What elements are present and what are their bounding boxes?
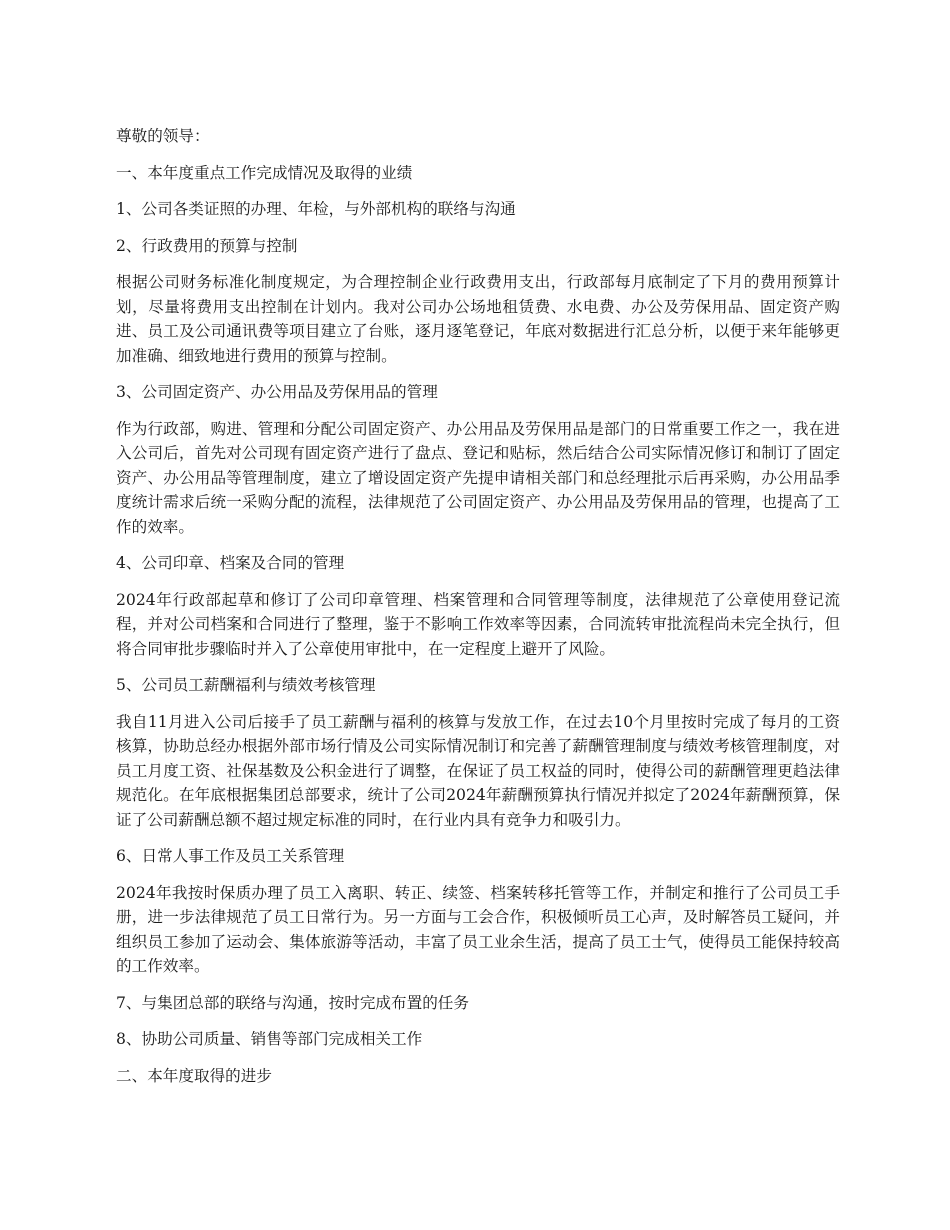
section-heading-2: 二、本年度取得的进步 (116, 1066, 272, 1085)
item-heading-5: 5、公司员工薪酬福利与绩效考核管理 (116, 676, 376, 694)
section-heading-1: 一、本年度重点工作完成情况及取得的业绩 (116, 163, 413, 182)
salutation: 尊敬的领导： (116, 127, 210, 145)
item-heading-4: 4、公司印章、档案及合同的管理 (116, 554, 345, 572)
item-heading-6: 6、日常人事工作及员工关系管理 (116, 847, 345, 865)
paragraph-assets: 作为行政部，购进、管理和分配公司固定资产、办公用品及劳保用品是部门的日常重要工作之一，我在进入公司后，首先对公司现有固定资产进行了盘点、登记和贴标，然后结合公司实际情况修订和制订了固定资产、办公用品等管理制度，建立了增设固定资产先提申请相关部门和总经理批示后再采购，办公用品季度统计需求后统一采购分配的流程，法律规范了公司固定资产、办公用品及劳保用品的管理，也提高了工作的效率。 (116, 419, 840, 536)
paragraph-seals: 2024年行政部起草和修订了公司印章管理、档案管理和合同管理等制度，法律规范了公章使用登记流程，并对公司档案和合同进行了整理，鉴于不影响工作效率等因素，合同流转审批流程尚未完全执行，但将合同审批步骤临时并入了公章使用审批中，在一定程度上避开了风险。 (116, 590, 840, 658)
item-heading-3: 3、公司固定资产、办公用品及劳保用品的管理 (116, 383, 438, 401)
item-heading-2: 2、行政费用的预算与控制 (116, 236, 298, 255)
paragraph-budget: 根据公司财务标准化制度规定，为合理控制企业行政费用支出，行政部每月底制定了下月的费用预算计划，尽量将费用支出控制在计划内。我对公司办公场地租赁费、水电费、办公及劳保用品、固定资产购进、员工及公司通讯费等项目建立了台账，逐月逐笔登记，年底对数据进行汇总分析，以便于来年能够更加准确、细致地进行费用的预算与控制。 (116, 273, 840, 365)
paragraph-salary: 我自11月进入公司后接手了员工薪酬与福利的核算与发放工作，在过去10个月里按时完成了每月的工资核算，协助总经办根据外部市场行情及公司实际情况制订和完善了薪酬管理制度与绩效考核管理制度，对员工月度工资、社保基数及公积金进行了调整，在保证了员工权益的同时，使得公司的薪酬管理更趋法律规范化。在年底根据集团总部要求，统计了公司2024年薪酬预算执行情况并拟定了2024年薪酬预算，保证了公司薪酬总额不超过规定标准的同时，在行业内具有竞争力和吸引力。 (116, 712, 840, 829)
paragraph-personnel: 2024年我按时保质办理了员工入离职、转正、续签、档案转移托管等工作，并制定和推行了公司员工手册，进一步法律规范了员工日常行为。另一方面与工会合作，积极倾听员工心声，及时解答员工疑问，并组织员工参加了运动会、集体旅游等活动，丰富了员工业余生活，提高了员工士气，使得员工能保持较高的工作效率。 (116, 883, 840, 975)
item-heading-7: 7、与集团总部的联络与沟通，按时完成布置的任务 (116, 993, 469, 1012)
document-body (116, 124, 840, 1100)
item-heading-1: 1、公司各类证照的办理、年检，与外部机构的联络与沟通 (116, 200, 516, 218)
item-heading-8: 8、协助公司质量、销售等部门完成相关工作 (116, 1030, 423, 1048)
